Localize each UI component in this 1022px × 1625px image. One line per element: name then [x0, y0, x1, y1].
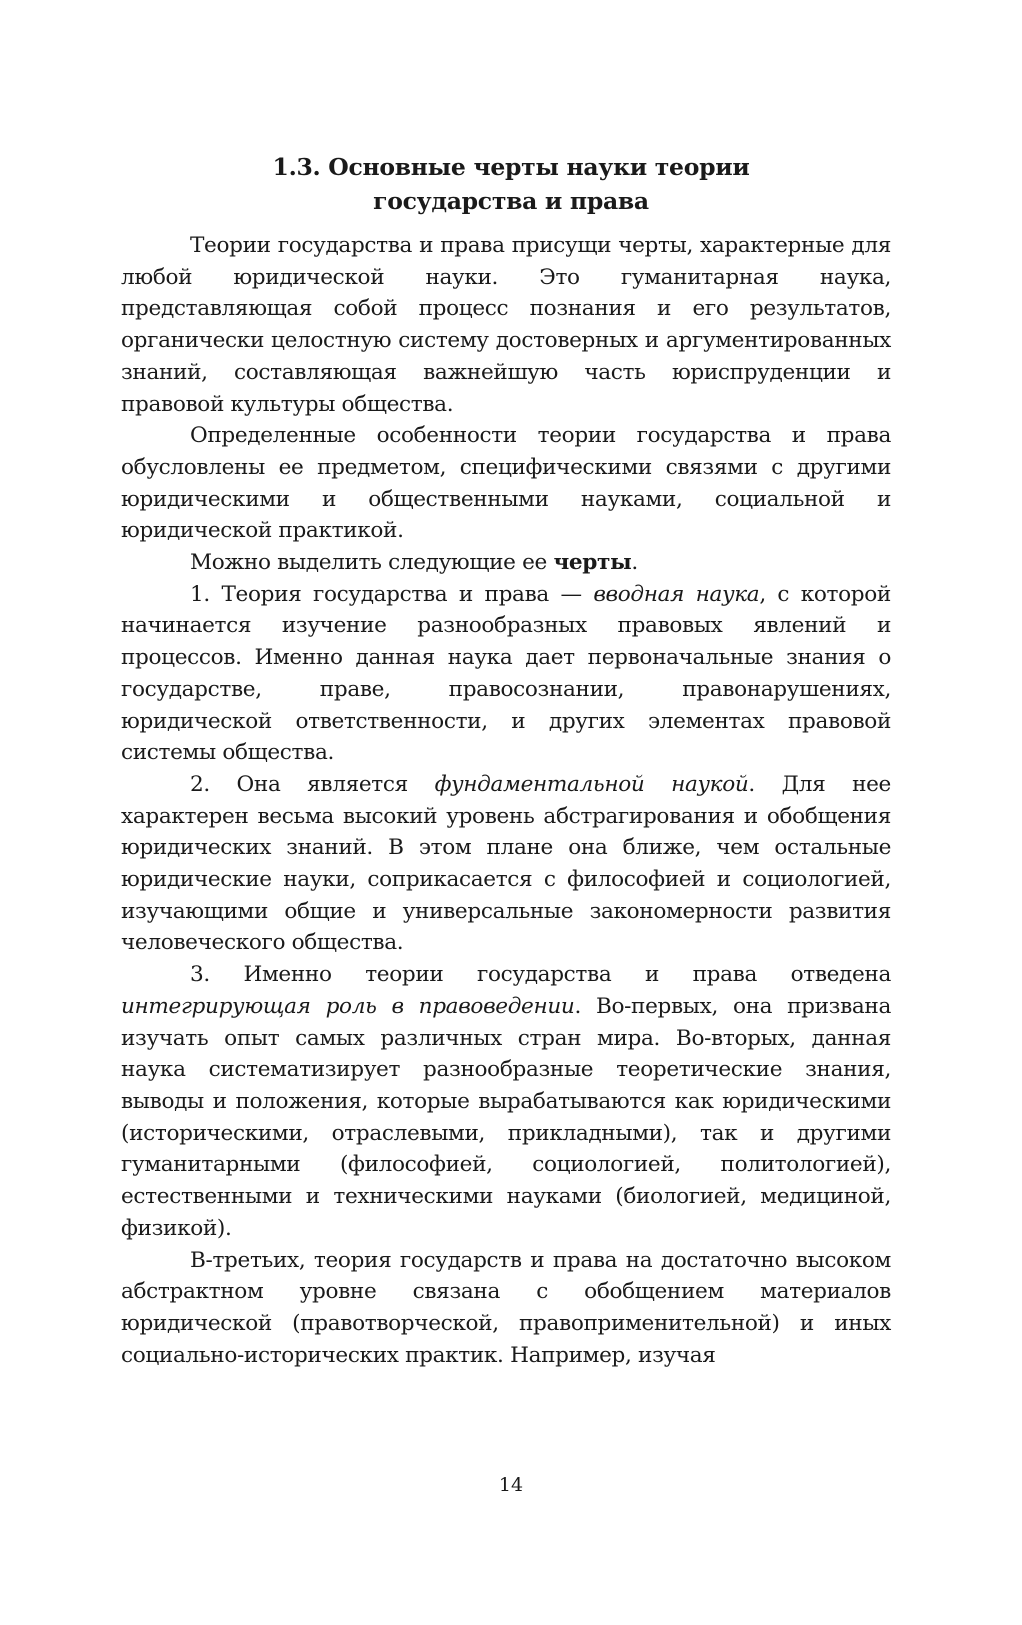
paragraph-5 [121, 769, 891, 959]
paragraph-3-text: Можно выделить следующие ее [190, 550, 554, 576]
paragraph-3 [121, 547, 891, 579]
paragraph-1: Теории государства и права присущи черты, характерные для любой юридической науки. Это гуманитарная наука, представляющая собой процесс познания и его результатов, органически целостную систему достоверных и аргументированных знаний, составляющая важнейшую часть юриспруденции и правовой культуры общества. [121, 233, 891, 417]
paragraph-6-italic: интегрирующая роль в правоведении [121, 993, 575, 1019]
page-number: 14 [498, 1474, 524, 1496]
paragraph-5-end: . Для нее характерен весьма высокий уровень абстрагирования и обобщения юридических знаний. В этом плане она ближе, чем остальные юридические науки, соприкасается с философией и социологией, изучающими общие и универсальные закономерности развития человеческого общества. [121, 771, 891, 956]
paragraph-3-end: . [631, 550, 638, 576]
paragraph-3-bold: черты [553, 550, 632, 576]
paragraph-4 [121, 579, 891, 769]
paragraph-4-end: , с которой начинается изучение разнообразных правовых явлений и процессов. Именно данная наука дает первоначальные знания о государстве, праве, правосознании, правонарушениях, юридической ответственности, и других элементах правовой системы общества. [121, 581, 891, 766]
section-title-line-1: 1.3. Основные черты науки теории [272, 153, 750, 181]
paragraph-6 [121, 959, 891, 1244]
paragraph-6-start: 3. Именно теории государства и права отведена [190, 962, 891, 988]
section-title-line-2: государства и права [373, 187, 649, 215]
section-title [0, 150, 1022, 218]
paragraph-7: В-третьих, теория государств и права на достаточно высоком абстрактном уровне связана с обобщением материалов юридической (правотворческой, правоприменительной) и иных социально-исторических практик. Например, изучая [121, 1247, 891, 1368]
body-text [121, 230, 891, 1371]
paragraph-5-italic: фундаментальной наукой [434, 771, 749, 797]
paragraph-6-end: . Во-первых, она призвана изучать опыт самых различных стран мира. Во-вторых, данная наука систематизирует разнообразные теоретические знания, выводы и положения, которые вырабатываются как юридическими (историческими, отраслевыми, прикладными), так и другими гуманитарными (философией, социологией, политологией), естественными и техническими науками (биологией, медициной, физикой). [121, 993, 891, 1241]
paragraph-5-start: 2. Она является [190, 771, 435, 797]
paragraph-4-start: 1. Теория государства и права — [190, 581, 594, 607]
paragraph-2: Определенные особенности теории государства и права обусловлены ее предметом, специфическими связями с другими юридическими и общественными науками, социальной и юридической практикой. [121, 423, 891, 544]
paragraph-4-italic: вводная наука [593, 581, 760, 607]
